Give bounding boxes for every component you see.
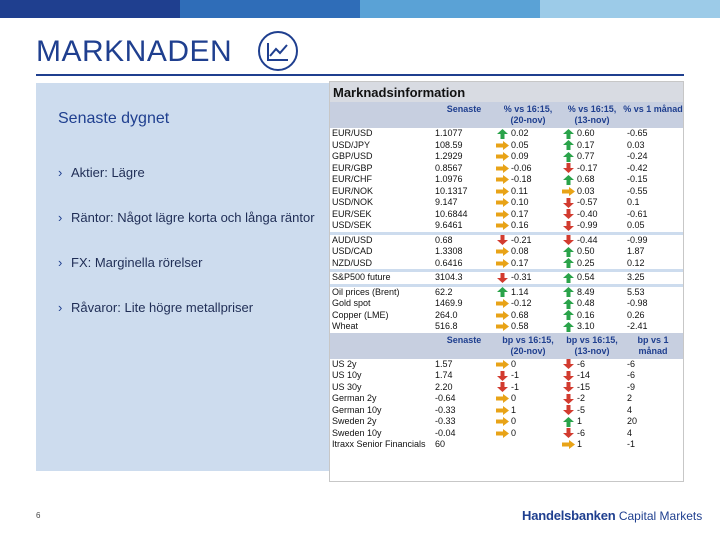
change-week-value: -0.17 — [577, 162, 598, 173]
column-header — [330, 333, 433, 359]
top-bar-segment — [180, 0, 360, 18]
change-day-cell — [495, 209, 561, 221]
change-day-value: 0 — [511, 416, 517, 426]
arrow-right-icon — [495, 175, 509, 184]
change-week-cell — [561, 416, 623, 428]
latest-value: 1.3308 — [435, 246, 463, 256]
table-row — [330, 235, 683, 247]
change-month-value: 4 — [627, 404, 633, 415]
table-row — [330, 163, 683, 175]
change-week-value: 8.49 — [577, 286, 595, 297]
change-week-cell — [561, 359, 623, 371]
table-row — [330, 439, 683, 451]
change-week-cell — [561, 439, 623, 451]
row-label: US 2y — [332, 358, 357, 369]
arrow-up-icon — [561, 140, 575, 150]
latest-value: 1.0976 — [435, 174, 463, 184]
change-month-value: -0.61 — [627, 208, 648, 219]
change-day-cell — [495, 393, 561, 405]
bullet-item: › Råvaror: Lite högre metallpriser — [58, 285, 333, 330]
change-week-value: -0.99 — [577, 220, 598, 230]
row-label: USD/SEK — [332, 220, 372, 230]
table-row — [330, 220, 683, 232]
row-label: NZD/USD — [332, 257, 372, 268]
change-week-cell — [561, 220, 623, 232]
bullet-item: › Aktier: Lägre — [58, 150, 333, 195]
row-label: EUR/NOK — [332, 185, 374, 196]
bullet-item: › Räntor: Något lägre korta och långa räntor — [58, 195, 333, 240]
arrow-right-icon — [495, 164, 509, 173]
latest-value: -0.64 — [435, 393, 456, 403]
latest-value: 2.20 — [435, 381, 453, 392]
arrow-up-icon — [495, 287, 509, 297]
arrow-down-icon — [561, 428, 575, 438]
change-week-value: 0.17 — [577, 139, 595, 150]
change-day-value: 0.58 — [511, 321, 529, 331]
top-color-bar — [0, 0, 720, 18]
change-week-value: -5 — [577, 404, 586, 415]
change-week-value: -6 — [577, 427, 586, 438]
arrow-right-icon — [495, 247, 509, 256]
change-week-value: -2 — [577, 393, 586, 403]
change-month-value: -0.15 — [627, 174, 648, 184]
table-row — [330, 382, 683, 394]
change-day-value: 0.17 — [511, 208, 529, 219]
latest-value: 60 — [435, 439, 446, 449]
table-row — [330, 310, 683, 322]
change-week-cell — [561, 428, 623, 440]
change-week-cell — [561, 235, 623, 247]
change-month-value: -0.55 — [627, 185, 648, 196]
change-day-value: 0.08 — [511, 246, 529, 256]
bullet-item: › FX: Marginella rörelser — [58, 240, 333, 285]
change-day-cell — [495, 382, 561, 394]
bullet-list — [58, 150, 333, 330]
chevron-right-icon: › — [58, 255, 63, 270]
change-day-cell — [495, 197, 561, 209]
change-day-value: 0 — [511, 393, 517, 403]
change-week-value: -0.44 — [577, 234, 598, 245]
change-day-value: 0.68 — [511, 309, 529, 320]
change-month-value: 0.1 — [627, 197, 640, 207]
change-day-value: 1 — [511, 404, 517, 415]
change-week-cell — [561, 246, 623, 258]
column-header: bp vs 16:15, (13-nov) — [566, 334, 618, 356]
arrow-right-icon — [495, 141, 509, 150]
change-week-value: 0.68 — [577, 174, 595, 184]
change-day-value: -0.21 — [511, 234, 532, 245]
change-day-cell — [495, 140, 561, 152]
arrow-up-icon — [561, 299, 575, 309]
change-day-cell — [495, 428, 561, 440]
arrow-right-icon — [495, 187, 509, 196]
arrow-down-icon — [495, 273, 509, 283]
change-day-cell — [495, 370, 561, 382]
change-week-cell — [561, 272, 623, 284]
change-day-value: -0.31 — [511, 272, 532, 282]
arrow-down-icon — [561, 221, 575, 231]
change-day-value: 0 — [511, 358, 517, 369]
change-day-cell — [495, 321, 561, 333]
change-day-cell — [495, 163, 561, 175]
arrow-right-icon — [495, 406, 509, 415]
row-group — [330, 232, 683, 270]
section-subtitle: Senaste dygnet — [58, 110, 170, 127]
table-row — [330, 209, 683, 221]
arrow-down-icon — [561, 209, 575, 219]
change-day-cell — [495, 258, 561, 270]
row-label: US 10y — [332, 370, 362, 380]
row-label: USD/JPY — [332, 139, 371, 150]
arrow-right-icon — [495, 152, 509, 161]
column-header: bp vs 16:15, (20-nov) — [502, 334, 554, 356]
change-week-value: 0.48 — [577, 298, 595, 308]
change-week-value: 0.50 — [577, 246, 595, 256]
market-info-table — [329, 81, 684, 482]
latest-value: 10.6844 — [435, 208, 468, 219]
latest-value: 264.0 — [435, 309, 458, 320]
table-row — [330, 151, 683, 163]
change-day-value: 1.14 — [511, 286, 529, 297]
change-week-value: -14 — [577, 370, 591, 380]
arrow-right-icon — [495, 198, 509, 207]
change-day-cell — [495, 310, 561, 322]
change-month-value: -1 — [627, 439, 636, 449]
change-week-cell — [561, 298, 623, 310]
arrow-right-icon — [495, 394, 509, 403]
fx-commodity-rows — [330, 128, 683, 333]
change-week-value: 0.03 — [577, 185, 595, 196]
latest-value: 0.8567 — [435, 162, 463, 173]
arrow-up-icon — [561, 273, 575, 283]
arrow-right-icon — [495, 311, 509, 320]
change-week-value: 0.60 — [577, 128, 595, 138]
table-row — [330, 197, 683, 209]
arrow-down-icon — [561, 382, 575, 392]
table-row — [330, 186, 683, 198]
change-month-value: -9 — [627, 381, 636, 392]
change-month-value: 0.26 — [627, 309, 645, 320]
change-day-cell — [495, 272, 561, 284]
change-day-cell — [495, 235, 561, 247]
latest-value: -0.33 — [435, 416, 456, 426]
change-day-cell — [495, 246, 561, 258]
latest-value: 0.6416 — [435, 257, 463, 268]
change-month-value: 20 — [627, 416, 638, 426]
change-week-value: -0.57 — [577, 197, 598, 207]
change-week-value: 0.25 — [577, 257, 595, 268]
row-label: German 2y — [332, 393, 377, 403]
column-header: % vs 16:15, (20-nov) — [503, 104, 553, 125]
row-label: German 10y — [332, 404, 382, 415]
latest-value: -0.33 — [435, 404, 456, 415]
table-row — [330, 287, 683, 299]
arrow-down-icon — [561, 198, 575, 208]
table-row — [330, 298, 683, 310]
change-month-value: 1.87 — [627, 246, 645, 256]
arrow-down-icon — [561, 405, 575, 415]
row-label: Oil prices (Brent) — [332, 286, 400, 297]
row-label: Wheat — [332, 321, 359, 331]
column-header: Senaste — [446, 104, 482, 114]
latest-value: 1.1077 — [435, 128, 463, 138]
change-week-cell — [561, 393, 623, 405]
arrow-down-icon — [561, 359, 575, 369]
latest-value: 62.2 — [435, 286, 453, 297]
latest-value: 1.57 — [435, 358, 453, 369]
change-week-cell — [561, 209, 623, 221]
chevron-right-icon: › — [58, 210, 63, 225]
row-group — [330, 128, 683, 232]
change-day-value: 0.05 — [511, 139, 529, 150]
change-month-value: 0.03 — [627, 139, 645, 150]
row-label: Sweden 10y — [332, 427, 382, 438]
row-label: EUR/CHF — [332, 174, 372, 184]
table-row — [330, 359, 683, 371]
change-day-value: -0.18 — [511, 174, 532, 184]
arrow-down-icon — [495, 235, 509, 245]
row-label: Gold spot — [332, 298, 371, 308]
column-header — [330, 102, 433, 128]
latest-value: 108.59 — [435, 139, 463, 150]
change-day-value: 0 — [511, 427, 517, 438]
column-header: bp vs 1 månad — [637, 334, 669, 356]
row-label: EUR/GBP — [332, 162, 373, 173]
arrow-up-icon — [561, 152, 575, 162]
table-row — [330, 272, 683, 284]
row-label: GBP/USD — [332, 151, 373, 161]
change-day-value: -0.12 — [511, 298, 532, 308]
change-week-cell — [561, 382, 623, 394]
arrow-right-icon — [495, 322, 509, 331]
table-row — [330, 370, 683, 382]
change-week-value: 1 — [577, 439, 583, 449]
change-day-cell — [495, 128, 561, 140]
change-month-value: 5.53 — [627, 286, 645, 297]
change-day-cell — [495, 416, 561, 428]
table-row — [330, 405, 683, 417]
change-week-cell — [561, 140, 623, 152]
change-day-value: 0.09 — [511, 151, 529, 161]
arrow-right-icon — [495, 417, 509, 426]
change-day-value: 0.16 — [511, 220, 529, 230]
arrow-up-icon — [561, 129, 575, 139]
row-label: AUD/USD — [332, 234, 373, 245]
change-week-value: 0.16 — [577, 309, 595, 320]
row-label: USD/NOK — [332, 197, 374, 207]
change-day-cell — [495, 405, 561, 417]
row-label: Itraxx Senior Financials — [332, 439, 426, 449]
top-bar-segment — [360, 0, 540, 18]
slide-title: MARKNADEN — [36, 35, 233, 68]
arrow-up-icon — [561, 175, 575, 185]
arrow-right-icon — [495, 299, 509, 308]
change-week-cell — [561, 258, 623, 270]
change-day-cell — [495, 287, 561, 299]
change-week-cell — [561, 186, 623, 198]
arrow-up-icon — [561, 287, 575, 297]
top-bar-segment — [0, 0, 180, 18]
table-row — [330, 246, 683, 258]
latest-value: 10.1317 — [435, 185, 468, 196]
row-label: Sweden 2y — [332, 416, 377, 426]
arrow-up-icon — [561, 322, 575, 332]
latest-value: 3104.3 — [435, 272, 463, 282]
change-week-value: -6 — [577, 358, 586, 369]
arrow-right-icon — [561, 187, 575, 196]
arrow-right-icon — [495, 210, 509, 219]
table-row — [330, 428, 683, 440]
change-month-value: -0.98 — [627, 298, 648, 308]
change-week-cell — [561, 174, 623, 186]
arrow-right-icon — [495, 429, 509, 438]
change-week-cell — [561, 128, 623, 140]
change-day-cell — [495, 439, 561, 451]
change-month-value: -6 — [627, 358, 636, 369]
arrow-right-icon — [495, 259, 509, 268]
change-week-value: 0.77 — [577, 151, 595, 161]
table-header — [330, 102, 683, 128]
table-title: Marknadsinformation — [330, 82, 683, 102]
arrow-down-icon — [561, 371, 575, 381]
latest-value: 1.74 — [435, 370, 453, 380]
change-week-cell — [561, 405, 623, 417]
row-label: EUR/SEK — [332, 208, 372, 219]
table-row — [330, 258, 683, 270]
latest-value: 1.2929 — [435, 151, 463, 161]
arrow-down-icon — [561, 163, 575, 173]
table-header — [330, 333, 683, 359]
change-week-value: -0.40 — [577, 208, 598, 219]
arrow-up-icon — [561, 417, 575, 427]
column-header: % vs 16:15, (13-nov) — [567, 104, 617, 125]
change-week-cell — [561, 151, 623, 163]
arrow-right-icon — [495, 360, 509, 369]
table-row — [330, 393, 683, 405]
change-week-cell — [561, 310, 623, 322]
change-day-value: 0.02 — [511, 128, 529, 138]
latest-value: 9.6461 — [435, 220, 463, 230]
line-chart-icon — [257, 30, 299, 72]
arrow-right-icon — [561, 440, 575, 449]
row-label: Copper (LME) — [332, 309, 389, 320]
table-row — [330, 174, 683, 186]
change-month-value: 0.12 — [627, 257, 645, 268]
arrow-down-icon — [561, 394, 575, 404]
row-group — [330, 284, 683, 333]
change-month-value: -0.99 — [627, 234, 648, 245]
latest-value: 1469.9 — [435, 298, 463, 308]
change-month-value: 0.05 — [627, 220, 645, 230]
chevron-right-icon: › — [58, 300, 63, 315]
change-day-value: 0.10 — [511, 197, 529, 207]
change-week-value: -15 — [577, 381, 591, 392]
latest-value: 9.147 — [435, 197, 458, 207]
row-label: USD/CAD — [332, 246, 373, 256]
latest-value: 516.8 — [435, 321, 458, 331]
column-header: % vs 1 månad — [623, 104, 683, 114]
change-month-value: -0.42 — [627, 162, 648, 173]
change-month-value: 4 — [627, 427, 633, 438]
change-month-value: 2 — [627, 393, 633, 403]
arrow-down-icon — [561, 235, 575, 245]
table-row — [330, 128, 683, 140]
change-day-cell — [495, 220, 561, 232]
row-label: US 30y — [332, 381, 362, 392]
table-row — [330, 321, 683, 333]
arrow-up-icon — [561, 247, 575, 257]
chevron-right-icon: › — [58, 165, 63, 180]
change-day-value: 0.11 — [511, 185, 528, 196]
arrow-up-icon — [561, 258, 575, 268]
change-day-cell — [495, 174, 561, 186]
change-week-cell — [561, 163, 623, 175]
change-week-cell — [561, 370, 623, 382]
top-bar-segment — [540, 0, 720, 18]
change-day-value: 0.17 — [511, 257, 529, 268]
arrow-down-icon — [495, 382, 509, 392]
arrow-right-icon — [495, 221, 509, 230]
change-day-value: -1 — [511, 370, 520, 380]
change-day-cell — [495, 359, 561, 371]
arrow-up-icon — [495, 129, 509, 139]
latest-value: 0.68 — [435, 234, 453, 245]
change-week-value: 1 — [577, 416, 583, 426]
change-month-value: -0.65 — [627, 128, 648, 138]
change-week-cell — [561, 321, 623, 333]
row-label: EUR/USD — [332, 128, 373, 138]
change-month-value: -2.41 — [627, 321, 648, 331]
change-week-value: 0.54 — [577, 272, 595, 282]
table-row — [330, 416, 683, 428]
change-day-value: -0.06 — [511, 162, 532, 173]
logo: Handelsbanken Capital Markets — [522, 508, 703, 523]
change-week-cell — [561, 287, 623, 299]
arrow-down-icon — [495, 371, 509, 381]
change-day-value: -1 — [511, 381, 520, 392]
change-month-value: -6 — [627, 370, 636, 380]
title-underline — [36, 74, 684, 76]
change-month-value: 3.25 — [627, 272, 645, 282]
page-number: 6 — [36, 511, 41, 520]
latest-value: -0.04 — [435, 427, 456, 438]
change-day-cell — [495, 186, 561, 198]
change-week-value: 3.10 — [577, 321, 595, 331]
change-week-cell — [561, 197, 623, 209]
row-label: S&P500 future — [332, 272, 391, 282]
change-day-cell — [495, 298, 561, 310]
change-month-value: -0.24 — [627, 151, 648, 161]
column-header: Senaste — [446, 334, 482, 345]
arrow-up-icon — [561, 310, 575, 320]
rates-rows — [330, 359, 683, 451]
table-row — [330, 140, 683, 152]
row-group — [330, 269, 683, 284]
change-day-cell — [495, 151, 561, 163]
